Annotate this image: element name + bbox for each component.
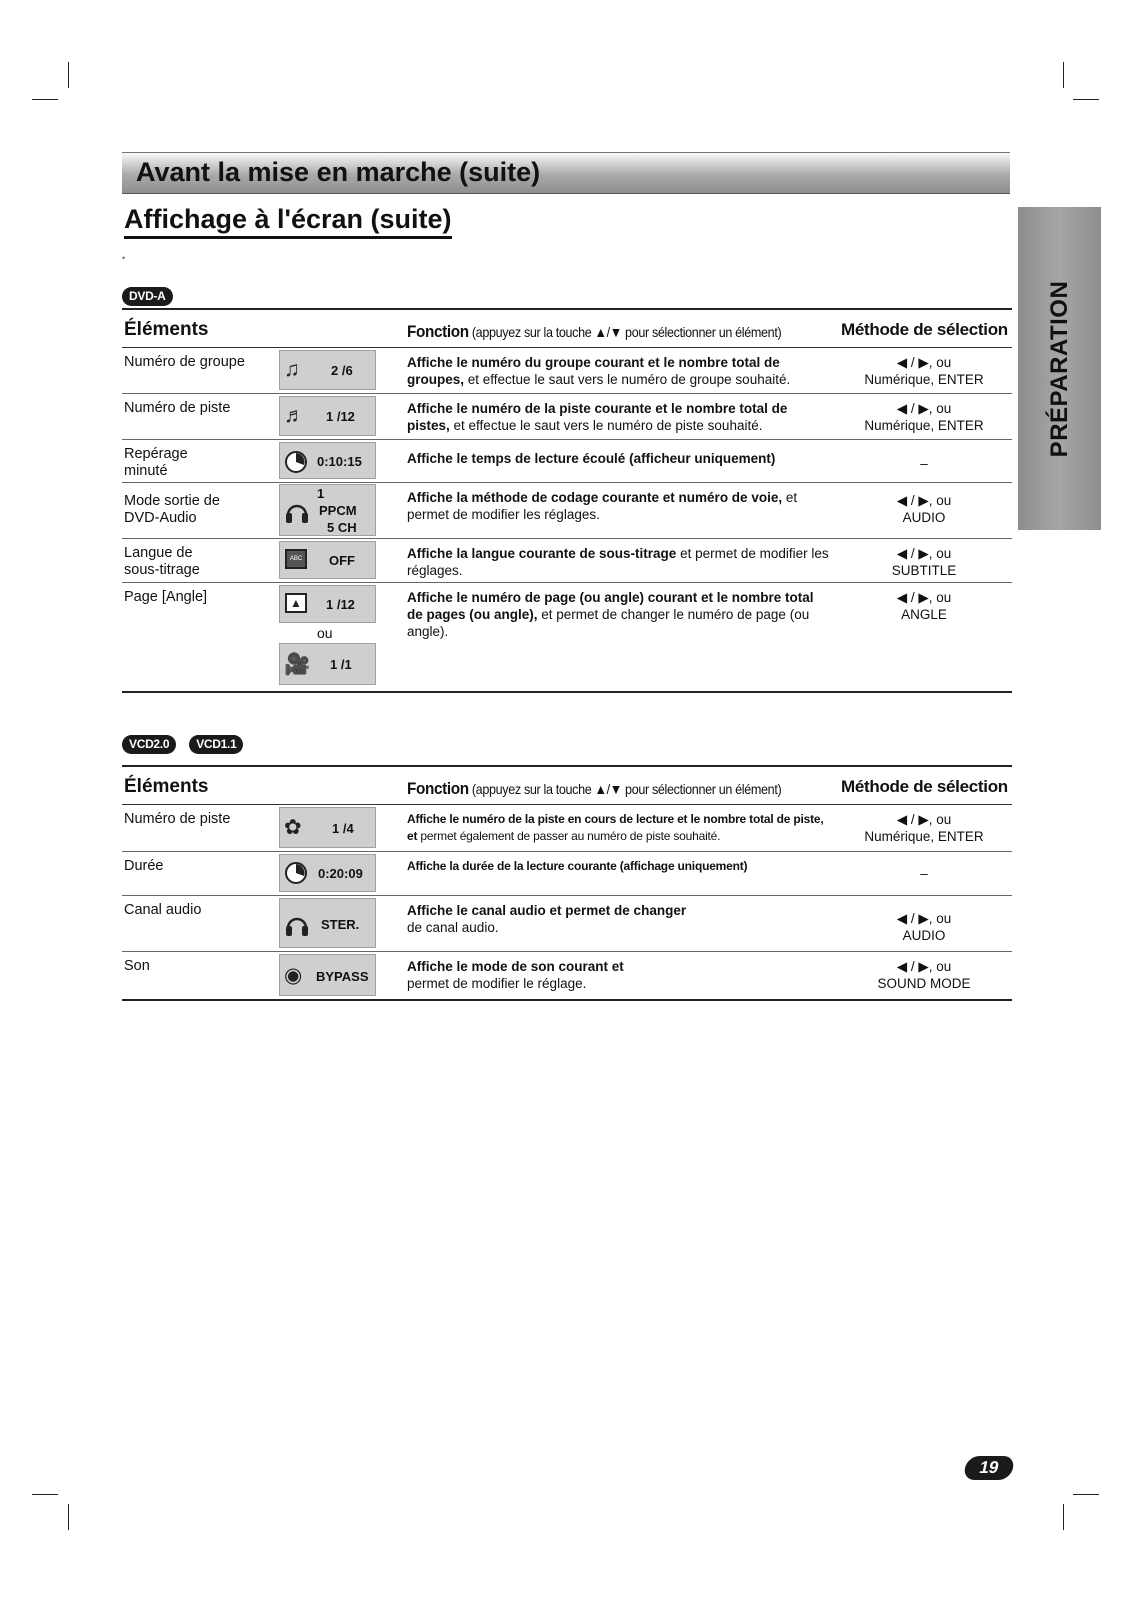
function-text: Affiche le mode de son courant et permet de modifier le réglage. bbox=[407, 959, 624, 991]
osd-display bbox=[279, 807, 376, 848]
chapter-banner bbox=[122, 152, 1010, 194]
clock-icon bbox=[284, 450, 308, 474]
clock-icon bbox=[284, 861, 308, 885]
page-image-icon: ▲ bbox=[285, 593, 307, 613]
table-header bbox=[122, 310, 1012, 348]
method-text: – bbox=[920, 866, 928, 881]
osd-value: 5 CH bbox=[327, 520, 357, 535]
subtitle-icon: ABC bbox=[285, 549, 307, 569]
table-row bbox=[122, 583, 1012, 693]
marker-dot: • bbox=[122, 253, 126, 263]
method-text: ◀ / ▶, ou Numérique, ENTER bbox=[864, 812, 984, 844]
element-label: Mode sortie de DVD-Audio bbox=[124, 493, 220, 526]
camera-angle-icon: 🎥 bbox=[284, 653, 311, 676]
element-label: Numéro de groupe bbox=[124, 354, 245, 370]
crop-mark bbox=[32, 99, 58, 100]
table-row bbox=[122, 483, 1012, 539]
headphones-icon bbox=[283, 498, 311, 526]
function-text: Affiche le temps de lecture écoulé (afficheur uniquement) bbox=[407, 451, 776, 466]
function-text: Affiche la langue courante de sous-titrage et permet de modifier les réglages. bbox=[407, 546, 829, 578]
function-text: Affiche le numéro de page (ou angle) courant et le nombre total de pages (ou angle), et permet de changer le numéro de page (ou angle). bbox=[407, 590, 814, 639]
function-text: Affiche le numéro du groupe courant et le nombre total de groupes, et effectue le saut vers le numéro de groupe souhaité. bbox=[407, 355, 791, 387]
osd-value: 1 /12 bbox=[326, 409, 355, 424]
osd-value: 1 /4 bbox=[332, 821, 354, 836]
or-label: ou bbox=[317, 625, 333, 641]
col-elements: Éléments bbox=[124, 319, 209, 340]
col-methode: Méthode de sélection bbox=[841, 777, 1008, 796]
side-tab-label: PRÉPARATION bbox=[1045, 280, 1073, 457]
section-title: Affichage à l'écran (suite) bbox=[124, 204, 452, 239]
element-label: Durée bbox=[124, 858, 164, 874]
osd-display bbox=[279, 643, 376, 685]
osd-display bbox=[279, 954, 376, 996]
osd-value: PPCM bbox=[319, 503, 357, 518]
table-row bbox=[122, 896, 1012, 952]
method-text: ◀ / ▶, ou Numérique, ENTER bbox=[864, 355, 984, 387]
osd-display bbox=[279, 442, 376, 479]
osd-display bbox=[279, 898, 376, 948]
crop-mark bbox=[1063, 1504, 1064, 1530]
table-row bbox=[122, 394, 1012, 440]
osd-value: 1 /1 bbox=[330, 657, 352, 672]
method-text: ◀ / ▶, ou AUDIO bbox=[896, 911, 952, 943]
osd-value: OFF bbox=[329, 553, 355, 568]
osd-value: 0:20:09 bbox=[318, 866, 363, 881]
dvda-badge: DVD-A bbox=[122, 287, 173, 306]
badge-group bbox=[122, 287, 173, 306]
crop-mark bbox=[32, 1494, 58, 1495]
disc-reel-icon: ✿ bbox=[284, 816, 302, 839]
osd-value: 2 /6 bbox=[331, 363, 353, 378]
music-note-icon: ♫ bbox=[284, 358, 300, 381]
osd-display bbox=[279, 484, 376, 536]
method-text: ◀ / ▶, ou SUBTITLE bbox=[891, 546, 957, 578]
headphones-icon bbox=[283, 911, 311, 939]
vcd11-badge: VCD1.1 bbox=[189, 735, 243, 754]
table-row bbox=[122, 805, 1012, 852]
element-label: Langue de sous-titrage bbox=[124, 545, 200, 578]
function-text: Affiche la méthode de codage courante et numéro de voie, et permet de modifier les réglages. bbox=[407, 490, 798, 522]
osd-display bbox=[279, 350, 376, 390]
table-row bbox=[122, 852, 1012, 896]
track-note-icon: ♬ bbox=[284, 404, 305, 427]
method-text: ◀ / ▶, ou Numérique, ENTER bbox=[864, 401, 984, 433]
osd-value: BYPASS bbox=[316, 969, 369, 984]
osd-display bbox=[279, 854, 376, 892]
osd-display bbox=[279, 396, 376, 436]
function-text: Affiche le canal audio et permet de changer de canal audio. bbox=[407, 903, 687, 935]
method-text: – bbox=[920, 456, 928, 471]
osd-value: 0:10:15 bbox=[317, 454, 362, 469]
table-row bbox=[122, 440, 1012, 483]
dvda-table bbox=[122, 308, 1012, 693]
vcd20-badge: VCD2.0 bbox=[122, 735, 176, 754]
function-text: Affiche le numéro de la piste en cours de lecture et le nombre total de piste, et permet également de passer au numéro de piste souhaité. bbox=[407, 812, 824, 843]
page-number: 19 bbox=[962, 1456, 1015, 1480]
vcd-table bbox=[122, 765, 1012, 1001]
crop-mark bbox=[68, 62, 69, 88]
method-text: ◀ / ▶, ou ANGLE bbox=[896, 590, 952, 622]
col-fonction: Fonction (appuyez sur la touche ▲/▼ pour sélectionner un élément) bbox=[407, 322, 782, 341]
crop-mark bbox=[68, 1504, 69, 1530]
table-header bbox=[122, 767, 1012, 805]
method-text: ◀ / ▶, ou SOUND MODE bbox=[877, 959, 971, 991]
badge-group bbox=[122, 735, 243, 754]
osd-value: STER. bbox=[321, 917, 360, 932]
table-row bbox=[122, 539, 1012, 583]
osd-display bbox=[279, 585, 376, 623]
col-elements: Éléments bbox=[124, 776, 209, 797]
crop-mark bbox=[1073, 99, 1099, 100]
function-text: Affiche le numéro de la piste courante et le nombre total de pistes, et effectue le saut vers le numéro de piste souhaité. bbox=[407, 401, 788, 433]
element-label: Son bbox=[124, 958, 150, 974]
banner-title: Avant la mise en marche (suite) bbox=[136, 157, 541, 187]
table-row bbox=[122, 348, 1012, 394]
osd-value: 1 /12 bbox=[326, 597, 355, 612]
sound-mode-icon: ◉ bbox=[284, 964, 303, 987]
col-methode: Méthode de sélection bbox=[841, 320, 1008, 339]
side-tab bbox=[1018, 207, 1101, 530]
table-row bbox=[122, 952, 1012, 1001]
method-text: ◀ / ▶, ou AUDIO bbox=[896, 493, 952, 525]
col-fonction: Fonction (appuyez sur la touche ▲/▼ pour sélectionner un élément) bbox=[407, 779, 782, 798]
element-label: Page [Angle] bbox=[124, 589, 208, 605]
element-label: Numéro de piste bbox=[124, 400, 231, 416]
element-label: Numéro de piste bbox=[124, 811, 231, 827]
osd-display bbox=[279, 541, 376, 579]
crop-mark bbox=[1073, 1494, 1099, 1495]
element-label: Repérage minuté bbox=[124, 446, 188, 479]
crop-mark bbox=[1063, 62, 1064, 88]
osd-value: 1 bbox=[317, 486, 325, 501]
function-text: Affiche la durée de la lecture courante (affichage uniquement) bbox=[407, 859, 748, 873]
element-label: Canal audio bbox=[124, 902, 202, 918]
